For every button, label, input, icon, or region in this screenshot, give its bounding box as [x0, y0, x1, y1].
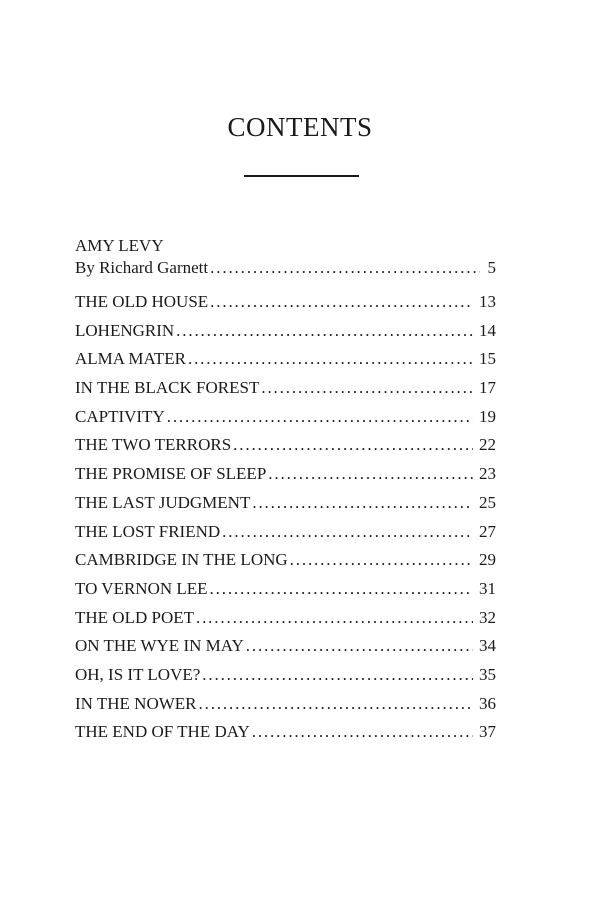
- dot-leader: [290, 549, 473, 571]
- toc-entry-page: 25: [479, 492, 496, 512]
- toc-entry[interactable]: [75, 549, 496, 571]
- toc-entry-label: IN THE BLACK FOREST: [75, 378, 260, 398]
- dot-leader: [210, 578, 473, 600]
- toc-entry-page: 15: [479, 349, 496, 369]
- dot-leader: [196, 607, 473, 629]
- toc-entry[interactable]: [75, 635, 496, 657]
- dot-leader: [176, 320, 473, 342]
- toc-entry-page: 22: [479, 435, 496, 455]
- toc-entry-page: 34: [479, 636, 496, 656]
- dot-leader: [210, 257, 480, 279]
- toc-entry-page: 27: [479, 521, 496, 541]
- toc-entry-label: THE LAST JUDGMENT: [75, 492, 251, 512]
- toc-entry-label: THE PROMISE OF SLEEP: [75, 464, 267, 484]
- toc-entry[interactable]: [75, 348, 496, 370]
- toc-entry[interactable]: [75, 291, 496, 313]
- toc-entry-page: 17: [479, 378, 496, 398]
- dot-leader: [268, 463, 473, 485]
- table-of-contents: [75, 235, 496, 750]
- page-title: CONTENTS: [227, 112, 373, 142]
- toc-entry-page: 31: [479, 578, 496, 598]
- toc-entry[interactable]: [75, 578, 496, 600]
- dot-leader: [233, 434, 473, 456]
- toc-entry-label: TO VERNON LEE: [75, 578, 208, 598]
- dot-leader: [261, 377, 473, 399]
- dot-leader: [199, 693, 474, 715]
- dot-leader: [202, 664, 473, 686]
- toc-entry-page: 13: [479, 292, 496, 311]
- toc-entry-intro[interactable]: [75, 257, 496, 279]
- toc-entry-page: 36: [479, 693, 496, 713]
- toc-entry[interactable]: [75, 664, 496, 686]
- toc-entry-page: 5: [487, 258, 496, 277]
- toc-entry-label: CAPTIVITY: [75, 406, 165, 426]
- toc-entry-page: 23: [479, 464, 496, 484]
- toc-entry[interactable]: [75, 320, 496, 342]
- dot-leader: [222, 521, 473, 543]
- toc-entry-label: IN THE NOWER: [75, 693, 197, 713]
- toc-entry[interactable]: [75, 463, 496, 485]
- toc-entry[interactable]: [75, 406, 496, 428]
- toc-entry-label: THE END OF THE DAY: [75, 722, 250, 742]
- toc-entry-page: 32: [479, 607, 496, 627]
- toc-entry[interactable]: [75, 492, 496, 514]
- toc-entry[interactable]: [75, 521, 496, 543]
- dot-leader: [252, 721, 473, 743]
- intro-title: AMY LEVY: [75, 236, 164, 255]
- toc-entry-page: 14: [479, 320, 496, 340]
- toc-entry-label: ON THE WYE IN MAY: [75, 636, 244, 656]
- toc-entry-label: THE OLD HOUSE: [75, 292, 209, 311]
- toc-entry-label: By Richard Garnett: [75, 258, 209, 277]
- toc-entry[interactable]: [75, 377, 496, 399]
- title-rule: [244, 175, 359, 177]
- dot-leader: [210, 291, 473, 313]
- toc-entry[interactable]: [75, 434, 496, 456]
- toc-entry-label: ALMA MATER: [75, 349, 186, 369]
- toc-entry-page: 37: [479, 722, 496, 742]
- toc-entry-label: CAMBRIDGE IN THE LONG: [75, 550, 288, 570]
- toc-entry-page: 19: [479, 406, 496, 426]
- toc-entry-label: LOHENGRIN: [75, 320, 175, 340]
- toc-entry-label: THE TWO TERRORS: [75, 435, 232, 455]
- dot-leader: [167, 406, 473, 428]
- toc-entry-page: 35: [479, 664, 496, 684]
- toc-entry[interactable]: [75, 693, 496, 715]
- toc-entry[interactable]: [75, 721, 496, 743]
- dot-leader: [188, 348, 473, 370]
- toc-entry-page: 29: [479, 550, 496, 570]
- dot-leader: [252, 492, 473, 514]
- dot-leader: [246, 635, 473, 657]
- toc-entry-label: THE OLD POET: [75, 607, 194, 627]
- toc-entry-label: OH, IS IT LOVE?: [75, 664, 201, 684]
- toc-entry[interactable]: [75, 607, 496, 629]
- toc-entry-label: THE LOST FRIEND: [75, 521, 221, 541]
